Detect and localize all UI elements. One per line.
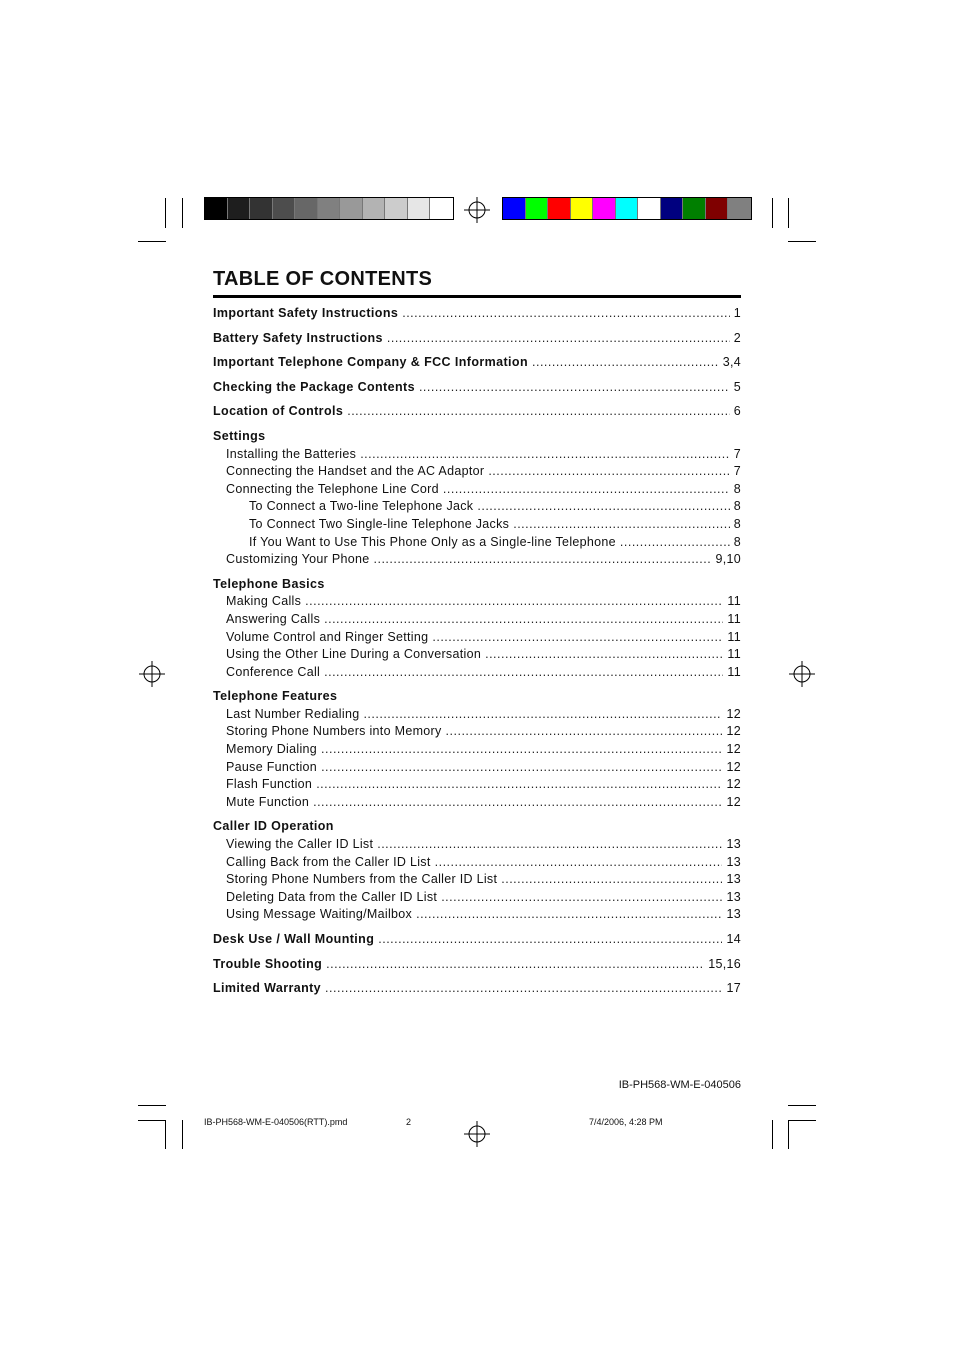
toc-dot-leader: [501, 871, 722, 889]
toc-entry: [213, 593, 741, 611]
page-title: TABLE OF CONTENTS: [213, 268, 433, 290]
toc-entry: [213, 889, 741, 907]
toc-entry-label: Connecting the Telephone Line Cord: [226, 481, 439, 496]
toc-entry: [213, 794, 741, 812]
toc-dot-leader: [363, 706, 722, 724]
crop-mark: [182, 198, 183, 228]
toc-entry: [213, 646, 741, 664]
toc-page-number: 11: [727, 611, 741, 626]
toc-entry-label: Memory Dialing: [226, 742, 318, 757]
toc-dot-leader: [377, 836, 722, 854]
toc-entry-label: Flash Function: [226, 777, 313, 792]
toc-entry-label: Storing Phone Numbers into Memory: [226, 724, 442, 739]
toc-page-number: 11: [727, 629, 741, 644]
toc-entry: [213, 330, 741, 348]
color-swatch: [295, 198, 318, 219]
toc-page-number: 8: [733, 499, 741, 514]
toc-entry-label: Deleting Data from the Caller ID List: [226, 889, 438, 904]
color-swatch: [593, 198, 616, 219]
toc-entry-label: Using Message Waiting/Mailbox: [226, 907, 413, 922]
toc-entry: [213, 741, 741, 759]
slug-filename: IB-PH568-WM-E-040506(RTT).pmd: [204, 1117, 348, 1127]
toc-entry-label: To Connect a Two-line Telephone Jack: [249, 499, 474, 514]
toc-entry: [213, 931, 741, 949]
toc-page-number: 6: [733, 404, 741, 419]
toc-entry-label: Volume Control and Ringer Setting: [226, 629, 429, 644]
toc-spacer: [213, 347, 741, 354]
toc-page-number: 12: [726, 706, 741, 721]
toc-entry: [213, 723, 741, 741]
toc-section-heading: [213, 576, 741, 594]
toc-page-number: 7: [733, 464, 741, 479]
crop-mark: [138, 1120, 166, 1121]
toc-dot-leader: [324, 611, 723, 629]
toc-spacer: [213, 949, 741, 956]
toc-page-number: 1: [733, 306, 741, 320]
toc-entry: [213, 379, 741, 397]
toc-dot-leader: [488, 463, 729, 481]
toc-entry: [213, 481, 741, 499]
toc-page-number: 13: [726, 837, 741, 852]
toc-spacer: [213, 569, 741, 576]
color-swatch: [706, 198, 729, 219]
color-swatch: [205, 198, 228, 219]
toc-dot-leader: [620, 534, 730, 552]
toc-entry-label: Last Number Redialing: [226, 706, 360, 721]
toc-entry-label: Viewing the Caller ID List: [226, 837, 374, 852]
crop-mark: [182, 1120, 183, 1149]
toc-page-number: 9,10: [715, 552, 741, 567]
toc-entry-label: If You Want to Use This Phone Only as a Single-line Telephone: [249, 534, 616, 549]
toc-spacer: [213, 421, 741, 428]
toc-entry-label: Settings: [213, 428, 266, 443]
color-swatch: [430, 198, 453, 219]
crop-mark: [772, 198, 773, 228]
crop-mark: [772, 1120, 773, 1149]
toc-entry-label: Limited Warranty: [213, 981, 322, 996]
toc-entry-label: Mute Function: [226, 794, 310, 809]
toc-entry-label: Desk Use / Wall Mounting: [213, 932, 375, 946]
toc-dot-leader: [374, 551, 712, 569]
toc-section-heading: [213, 818, 741, 836]
toc-page-number: 13: [726, 907, 741, 922]
toc-page-number: 11: [727, 647, 741, 662]
toc-entry-label: Calling Back from the Caller ID List: [226, 854, 431, 869]
color-swatch: [408, 198, 431, 219]
toc-page-number: 2: [733, 330, 741, 345]
toc-dot-leader: [513, 516, 730, 534]
crop-mark: [788, 1120, 816, 1121]
toc-entry: [213, 906, 741, 924]
toc-page-number: 13: [726, 889, 741, 904]
toc-dot-leader: [446, 723, 723, 741]
color-swatch: [385, 198, 408, 219]
registration-mark-icon: [139, 661, 165, 687]
toc-dot-leader: [347, 403, 730, 421]
toc-entry: [213, 871, 741, 889]
toc-spacer: [213, 372, 741, 379]
toc-entry: [213, 611, 741, 629]
toc-dot-leader: [419, 379, 730, 397]
toc-page-number: 7: [733, 446, 741, 461]
toc-entry: [213, 776, 741, 794]
toc-page-number: 8: [733, 534, 741, 549]
color-swatch: [318, 198, 341, 219]
color-swatch: [503, 198, 526, 219]
toc-entry-label: Answering Calls: [226, 611, 321, 626]
toc-entry: [213, 759, 741, 777]
toc-entry-label: Telephone Basics: [213, 576, 325, 591]
toc-entry-label: Location of Controls: [213, 404, 344, 419]
toc-entry-label: Installing the Batteries: [226, 446, 357, 461]
toc-entry-label: Conference Call: [226, 664, 321, 679]
toc-section-heading: [213, 688, 741, 706]
color-swatch: [638, 198, 661, 219]
color-swatch: [526, 198, 549, 219]
toc-entry: [213, 980, 741, 998]
toc-dot-leader: [313, 794, 722, 812]
toc-dot-leader: [435, 854, 723, 872]
toc-entry-label: Battery Safety Instructions: [213, 330, 383, 345]
toc-page-number: 3,4: [722, 355, 741, 370]
toc-entry: [213, 403, 741, 421]
toc-entry-label: Telephone Features: [213, 689, 338, 704]
toc-spacer: [213, 681, 741, 688]
toc-page-number: 13: [726, 872, 741, 887]
crop-mark: [138, 241, 166, 242]
toc-dot-leader: [387, 330, 730, 348]
toc-dot-leader: [378, 931, 722, 949]
toc-page-number: 12: [726, 724, 741, 739]
toc-entry: [213, 551, 741, 569]
toc-page-number: 8: [733, 481, 741, 496]
toc-entry: [213, 854, 741, 872]
toc-entry: [213, 498, 741, 516]
crop-mark: [788, 241, 816, 242]
color-swatch: [571, 198, 594, 219]
toc-entry-label: Checking the Package Contents: [213, 379, 415, 394]
toc-dot-leader: [416, 906, 722, 924]
color-swatch: [340, 198, 363, 219]
color-swatch: [548, 198, 571, 219]
toc-entry: [213, 354, 741, 372]
toc-dot-leader: [325, 980, 722, 998]
toc-spacer: [213, 323, 741, 330]
toc-entry-label: Important Telephone Company & FCC Information: [213, 355, 528, 370]
toc-entry-label: Connecting the Handset and the AC Adaptor: [226, 464, 485, 479]
registration-mark-icon: [464, 1121, 490, 1147]
toc-entry-label: Caller ID Operation: [213, 819, 334, 834]
toc-entry-label: Trouble Shooting: [213, 956, 323, 971]
crop-mark: [788, 1120, 789, 1149]
toc-page-number: 13: [726, 854, 741, 869]
toc-page-number: 14: [726, 932, 741, 946]
toc-dot-leader: [402, 305, 730, 323]
toc-spacer: [213, 811, 741, 818]
crop-mark: [788, 198, 789, 228]
toc-dot-leader: [485, 646, 723, 664]
toc-entry: [213, 664, 741, 682]
crop-mark: [165, 1120, 166, 1149]
toc-page-number: 17: [726, 981, 741, 996]
document-code: IB-PH568-WM-E-040506: [618, 1079, 741, 1091]
toc-entry-label: Using the Other Line During a Conversation: [226, 647, 482, 662]
registration-mark-icon: [464, 197, 490, 223]
registration-mark-icon: [789, 661, 815, 687]
toc-entry: [213, 463, 741, 481]
toc-entry: [213, 629, 741, 647]
toc-page-number: 11: [727, 594, 741, 609]
toc-dot-leader: [326, 956, 704, 974]
toc-entry-label: Pause Function: [226, 759, 318, 774]
toc-entry-label: Making Calls: [226, 594, 302, 609]
toc-dot-leader: [305, 593, 723, 611]
title-rule: [213, 295, 741, 298]
toc-dot-leader: [321, 741, 722, 759]
color-swatch: [683, 198, 706, 219]
toc-page-number: 11: [727, 664, 741, 679]
toc-entry: [213, 516, 741, 534]
toc-entry: [213, 446, 741, 464]
toc-dot-leader: [443, 481, 730, 499]
toc-dot-leader: [532, 354, 719, 372]
toc-section-heading: [213, 428, 741, 446]
color-swatch: [228, 198, 251, 219]
toc-dot-leader: [441, 889, 722, 907]
toc-dot-leader: [316, 776, 722, 794]
toc-entry: [213, 534, 741, 552]
toc-spacer: [213, 924, 741, 931]
color-swatch: [661, 198, 684, 219]
toc-page-number: 12: [726, 759, 741, 774]
crop-mark: [788, 1105, 816, 1106]
toc-entry: [213, 956, 741, 974]
toc-dot-leader: [321, 759, 722, 777]
slug-page-number: 2: [406, 1117, 412, 1127]
toc-spacer: [213, 973, 741, 980]
color-swatch: [273, 198, 296, 219]
toc-entry-label: Important Safety Instructions: [213, 306, 399, 320]
toc-page-number: 12: [726, 777, 741, 792]
toc-entry-label: Customizing Your Phone: [226, 552, 370, 567]
toc-entry-label: To Connect Two Single-line Telephone Jacks: [249, 516, 510, 531]
crop-mark: [138, 1105, 166, 1106]
toc-page-number: 15,16: [708, 956, 741, 971]
table-of-contents: [213, 305, 741, 998]
toc-page-number: 5: [733, 379, 741, 394]
toc-dot-leader: [360, 446, 730, 464]
color-swatch: [728, 198, 751, 219]
toc-page-number: 12: [726, 742, 741, 757]
toc-page-number: 8: [733, 516, 741, 531]
toc-dot-leader: [477, 498, 729, 516]
toc-page-number: 12: [726, 794, 741, 809]
toc-entry: [213, 836, 741, 854]
toc-entry-label: Storing Phone Numbers from the Caller ID List: [226, 872, 498, 887]
toc-entry: [213, 305, 741, 323]
slug-date: 7/4/2006, 4:28 PM: [589, 1117, 663, 1127]
toc-entry: [213, 706, 741, 724]
color-calibration-bar: [502, 197, 752, 220]
color-swatch: [250, 198, 273, 219]
grayscale-color-bar: [204, 197, 454, 220]
crop-mark: [165, 198, 166, 228]
color-swatch: [363, 198, 386, 219]
toc-dot-leader: [432, 629, 723, 647]
toc-dot-leader: [324, 664, 723, 682]
color-swatch: [616, 198, 639, 219]
toc-spacer: [213, 396, 741, 403]
